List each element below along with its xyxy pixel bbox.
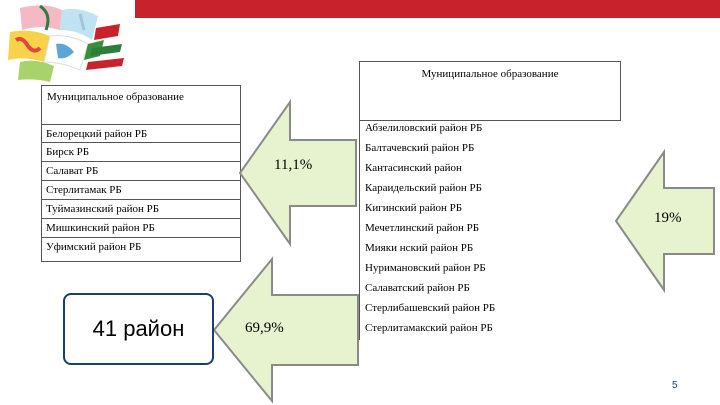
list-item: Абзелиловский район РБ (365, 122, 483, 134)
small-group-table (41, 85, 241, 262)
summary-count-box (63, 293, 214, 365)
list-item: Стерлибашевский район РБ (365, 302, 496, 314)
table-row: Стерлитамак РБ (42, 181, 240, 200)
arrow-left-summary (212, 255, 362, 405)
list-item: Салаватский район РБ (365, 282, 470, 294)
summary-percent: 69,9% (245, 320, 284, 336)
table-row: Бирск РБ (42, 143, 240, 162)
right-group-percent: 19% (654, 210, 682, 226)
republic-logo-icon (0, 0, 135, 85)
right-group-list (359, 118, 540, 340)
summary-count-label: 41 район (92, 316, 185, 341)
table-row: Мишкинский район РБ (42, 219, 240, 238)
small-group-header: Муниципальное образование (47, 91, 184, 103)
right-group-header-box (359, 61, 621, 121)
list-item: Нуримановский район РБ (365, 262, 486, 274)
list-item: Мияки нский район РБ (365, 242, 474, 254)
list-item: Мечетлинский район РБ (365, 222, 480, 234)
table-row: Белорецкий район РБ (42, 124, 240, 143)
top-accent-bar (135, 0, 720, 18)
page-number: 5 (672, 380, 678, 391)
right-group-header: Муниципальное образование (421, 68, 559, 80)
list-item: Стерлитамакский район РБ (365, 322, 493, 334)
table-row: Туймазинский район РБ (42, 200, 240, 219)
list-item: Кигинский район РБ (365, 202, 463, 214)
list-item: Балтачевский район РБ (365, 142, 475, 154)
table-row: Уфимский район РБ (46, 241, 142, 253)
list-item: Караидельский район РБ (365, 182, 482, 194)
small-group-percent: 11,1% (274, 157, 313, 173)
list-item: Кантасинский район (365, 162, 462, 174)
table-row: Салават РБ (42, 162, 240, 181)
